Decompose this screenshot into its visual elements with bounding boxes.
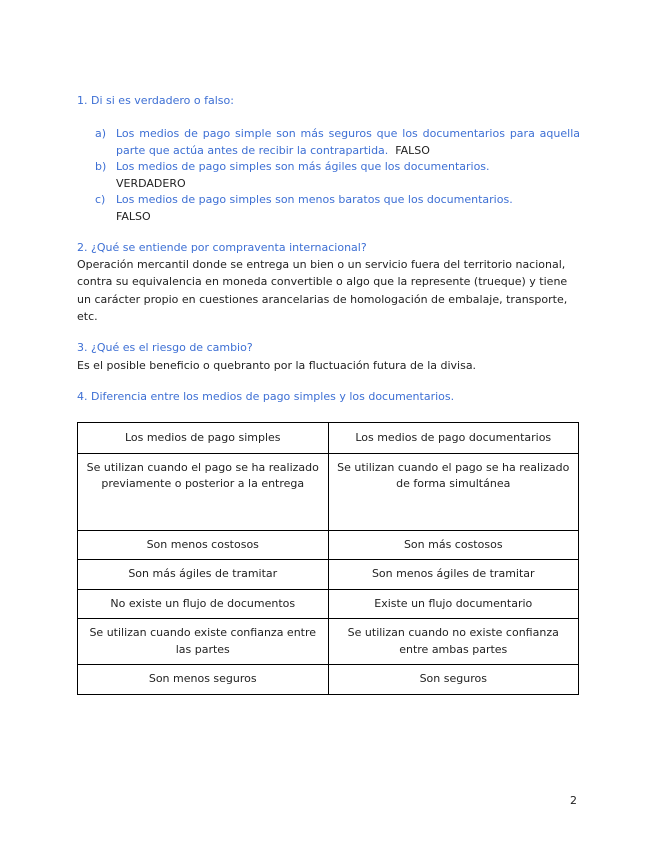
table-cell: Son más costosos	[328, 530, 579, 560]
question-3-answer: Es el posible beneficio o quebranto por la fluctuación futura de la divisa.	[77, 359, 477, 372]
table-cell: Son menos costosos	[78, 530, 329, 560]
table-cell: Se utilizan cuando existe confianza entre las partes	[78, 619, 329, 665]
option-a-answer: FALSO	[395, 143, 430, 157]
table-cell: Se utilizan cuando el pago se ha realizado previamente o posterior a la entrega	[78, 453, 329, 530]
option-a	[95, 126, 580, 159]
option-c-statement: Los medios de pago simples son menos baratos que los documentarios.	[116, 193, 513, 206]
table-cell: Se utilizan cuando no existe confianza entre ambas partes	[328, 619, 579, 665]
table-row	[78, 619, 579, 665]
table-row	[78, 589, 579, 619]
page-number: 2	[570, 794, 577, 807]
table-cell: Se utilizan cuando el pago se ha realizado de forma simultánea	[328, 453, 579, 530]
option-c-letter: c)	[95, 193, 106, 206]
option-b	[95, 159, 580, 192]
table-cell: Existe un flujo documentario	[328, 589, 579, 619]
table-header-documentary: Los medios de pago documentarios	[328, 423, 579, 454]
table-cell: Son seguros	[328, 665, 579, 695]
question-1-title: 1. Di si es verdadero o falso:	[77, 94, 234, 107]
table-row	[78, 665, 579, 695]
option-b-answer: VERDADERO	[116, 176, 186, 190]
option-b-statement: Los medios de pago simples son más ágiles que los documentarios.	[116, 160, 490, 173]
table-row	[78, 560, 579, 590]
question-2-answer: Operación mercantil donde se entrega un bien o un servicio fuera del territorio nacional, contra su equivalencia en moneda convertible o algo que la represente (trueque) y tiene un carácter propio en cuestiones arancelarias de homologación de embalaje, transporte, etc.	[77, 258, 568, 324]
option-c	[95, 192, 580, 225]
true-false-list	[95, 126, 580, 225]
table-header-row	[78, 423, 579, 454]
option-b-letter: b)	[95, 160, 107, 173]
table-cell: Son menos seguros	[78, 665, 329, 695]
question-3-title: 3. ¿Qué es el riesgo de cambio?	[77, 341, 253, 354]
option-a-statement: Los medios de pago simple son más seguros que los documentarios para aquella parte que actúa antes de recibir la contrapartida.	[116, 127, 580, 157]
table-row	[78, 530, 579, 560]
question-4-title: 4. Diferencia entre los medios de pago simples y los documentarios.	[77, 390, 455, 403]
option-a-text-wrap	[116, 126, 580, 159]
comparison-table	[77, 422, 579, 695]
option-c-answer: FALSO	[116, 209, 151, 223]
table-cell: No existe un flujo de documentos	[78, 589, 329, 619]
table-cell: Son menos ágiles de tramitar	[328, 560, 579, 590]
table-cell: Son más ágiles de tramitar	[78, 560, 329, 590]
table-header-simple: Los medios de pago simples	[78, 423, 329, 454]
option-a-letter: a)	[95, 127, 107, 140]
table-row	[78, 453, 579, 530]
question-2-title: 2. ¿Qué se entiende por compraventa internacional?	[77, 241, 367, 254]
